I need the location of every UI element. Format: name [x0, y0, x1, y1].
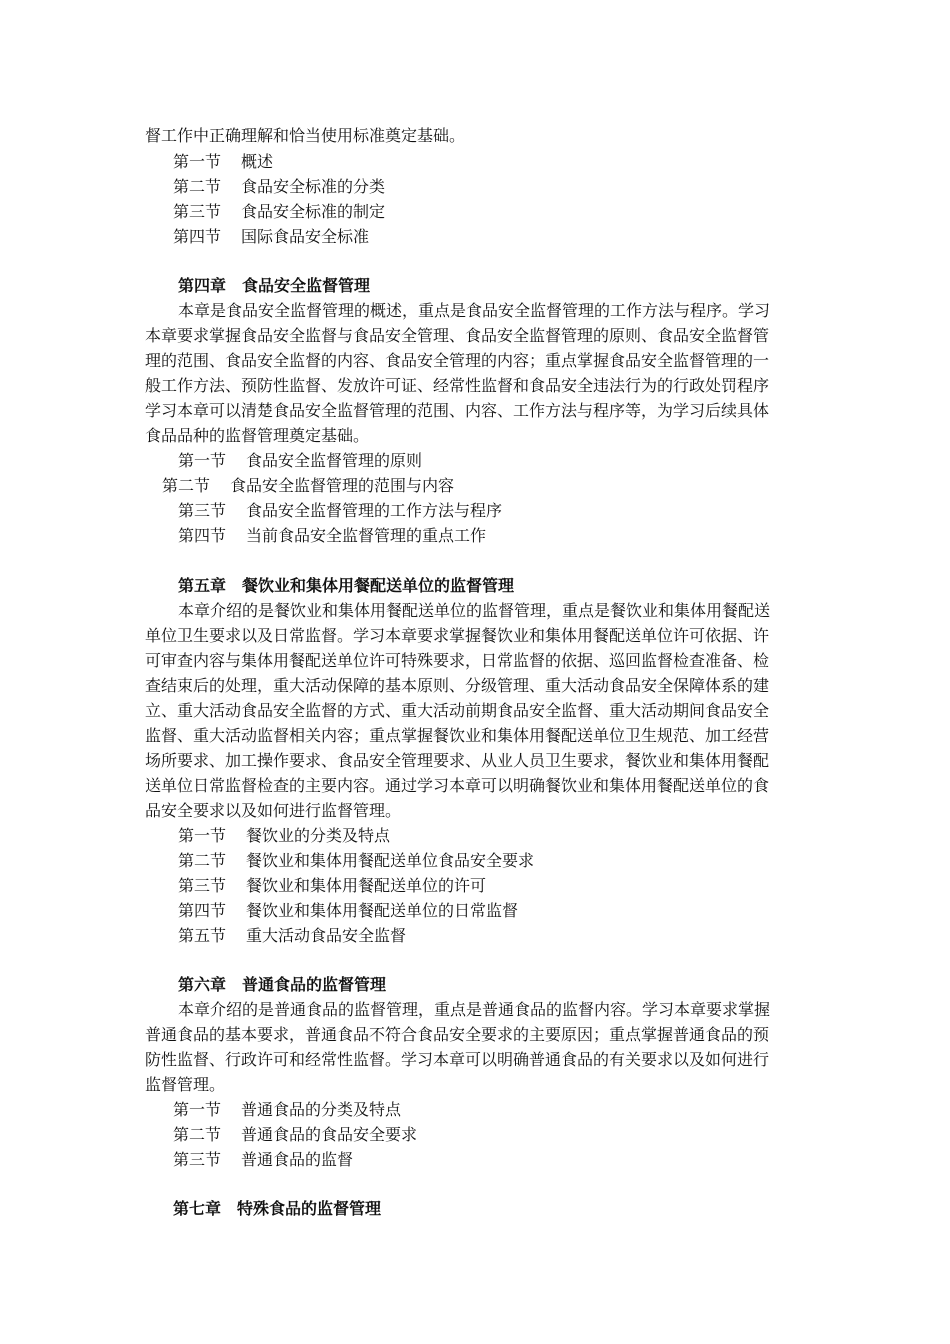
- section-title: 国际食品安全标准: [241, 227, 370, 246]
- summary-line: 场所要求、加工操作要求、食品安全管理要求、从业人员卫生要求，餐饮业和集体用餐配: [145, 751, 770, 770]
- ch5-section-2: [178, 851, 534, 871]
- section-number: 第五节: [178, 926, 227, 945]
- ch3-section-2: [173, 177, 385, 197]
- summary-line: 本章是食品安全监督管理的概述，重点是食品安全监督管理的工作方法与程序。学习: [178, 301, 771, 320]
- summary-line: 可审查内容与集体用餐配送单位许可特殊要求，日常监督的依据、巡回监督检查准备、检: [145, 651, 770, 670]
- summary-line: 品安全要求以及如何进行监督管理。: [145, 801, 402, 820]
- section-title: 普通食品的食品安全要求: [241, 1125, 418, 1144]
- section-title: 概述: [241, 152, 274, 171]
- section-number: 第二节: [162, 476, 211, 495]
- section-title: 餐饮业和集体用餐配送单位的日常监督: [246, 901, 519, 920]
- section-number: 第四节: [178, 526, 227, 545]
- section-title: 餐饮业的分类及特点: [246, 826, 391, 845]
- chapter-7-heading: 第七章 特殊食品的监督管理: [173, 1199, 382, 1218]
- summary-line: 防性监督、行政许可和经常性监督。学习本章可以明确普通食品的有关要求以及如何进行: [145, 1050, 770, 1069]
- summary-line: 本章介绍的是餐饮业和集体用餐配送单位的监督管理，重点是餐饮业和集体用餐配送: [178, 601, 771, 620]
- ch6-section-1: [173, 1100, 401, 1120]
- summary-line: 本章要求掌握食品安全监督与食品安全管理、食品安全监督管理的原则、食品安全监督管: [145, 326, 770, 345]
- section-title: 食品安全监督管理的原则: [246, 451, 423, 470]
- summary-line: 单位卫生要求以及日常监督。学习本章要求掌握餐饮业和集体用餐配送单位许可依据、许: [145, 626, 770, 645]
- intro-tail-line: 督工作中正确理解和恰当使用标准奠定基础。: [145, 126, 466, 145]
- section-title: 食品安全标准的分类: [241, 177, 386, 196]
- chapter-6-heading: 第六章 普通食品的监督管理: [178, 975, 387, 994]
- section-number: 第二节: [173, 1125, 222, 1144]
- ch6-section-3: [173, 1150, 353, 1170]
- section-title: 普通食品的分类及特点: [241, 1100, 402, 1119]
- section-title: 食品安全标准的制定: [241, 202, 386, 221]
- ch4-section-4: [178, 526, 486, 546]
- section-title: 食品安全监督管理的范围与内容: [230, 476, 455, 495]
- ch3-section-1: [173, 152, 273, 172]
- section-title: 食品安全监督管理的工作方法与程序: [246, 501, 503, 520]
- section-title: 餐饮业和集体用餐配送单位的许可: [246, 876, 487, 895]
- section-number: 第四节: [173, 227, 222, 246]
- section-number: 第四节: [178, 901, 227, 920]
- ch4-section-3: [178, 501, 502, 521]
- section-title: 重大活动食品安全监督: [246, 926, 407, 945]
- ch5-section-4: [178, 901, 518, 921]
- section-number: 第一节: [178, 826, 227, 845]
- summary-line: 普通食品的基本要求，普通食品不符合食品安全要求的主要原因；重点掌握普通食品的预: [145, 1025, 770, 1044]
- section-title: 当前食品安全监督管理的重点工作: [246, 526, 487, 545]
- section-title: 普通食品的监督: [241, 1150, 354, 1169]
- summary-line: 本章介绍的是普通食品的监督管理，重点是普通食品的监督内容。学习本章要求掌握: [178, 1000, 771, 1019]
- section-number: 第二节: [178, 851, 227, 870]
- ch5-section-1: [178, 826, 390, 846]
- ch5-section-5: [178, 926, 406, 946]
- ch6-section-2: [173, 1125, 417, 1145]
- summary-line: 般工作方法、预防性监督、发放许可证、经常性监督和食品安全违法行为的行政处罚程序: [145, 376, 770, 395]
- summary-line: 监督管理。: [145, 1075, 226, 1094]
- summary-line: 学习本章可以清楚食品安全监督管理的范围、内容、工作方法与程序等，为学习后续具体: [145, 401, 770, 420]
- summary-line: 立、重大活动食品安全监督的方式、重大活动前期食品安全监督、重大活动期间食品安全: [145, 701, 770, 720]
- section-number: 第三节: [178, 876, 227, 895]
- section-number: 第一节: [173, 1100, 222, 1119]
- ch3-section-3: [173, 202, 385, 222]
- summary-line: 查结束后的处理，重大活动保障的基本原则、分级管理、重大活动食品安全保障体系的建: [145, 676, 770, 695]
- chapter-5-heading: 第五章 餐饮业和集体用餐配送单位的监督管理: [178, 576, 515, 595]
- section-number: 第一节: [178, 451, 227, 470]
- section-number: 第三节: [173, 202, 222, 221]
- ch3-section-4: [173, 227, 369, 247]
- chapter-4-heading: 第四章 食品安全监督管理: [178, 276, 371, 295]
- summary-line: 食品品种的监督管理奠定基础。: [145, 426, 370, 445]
- summary-line: 送单位日常监督检查的主要内容。通过学习本章可以明确餐饮业和集体用餐配送单位的食: [145, 776, 770, 795]
- section-number: 第三节: [173, 1150, 222, 1169]
- section-number: 第一节: [173, 152, 222, 171]
- ch4-section-1: [178, 451, 422, 471]
- summary-line: 监督、重大活动监督相关内容；重点掌握餐饮业和集体用餐配送单位卫生规范、加工经营: [145, 726, 770, 745]
- ch5-section-3: [178, 876, 486, 896]
- section-number: 第二节: [173, 177, 222, 196]
- section-title: 餐饮业和集体用餐配送单位食品安全要求: [246, 851, 535, 870]
- summary-line: 理的范围、食品安全监督的内容、食品安全管理的内容；重点掌握食品安全监督管理的一: [145, 351, 770, 370]
- section-number: 第三节: [178, 501, 227, 520]
- ch4-section-2: [162, 476, 454, 496]
